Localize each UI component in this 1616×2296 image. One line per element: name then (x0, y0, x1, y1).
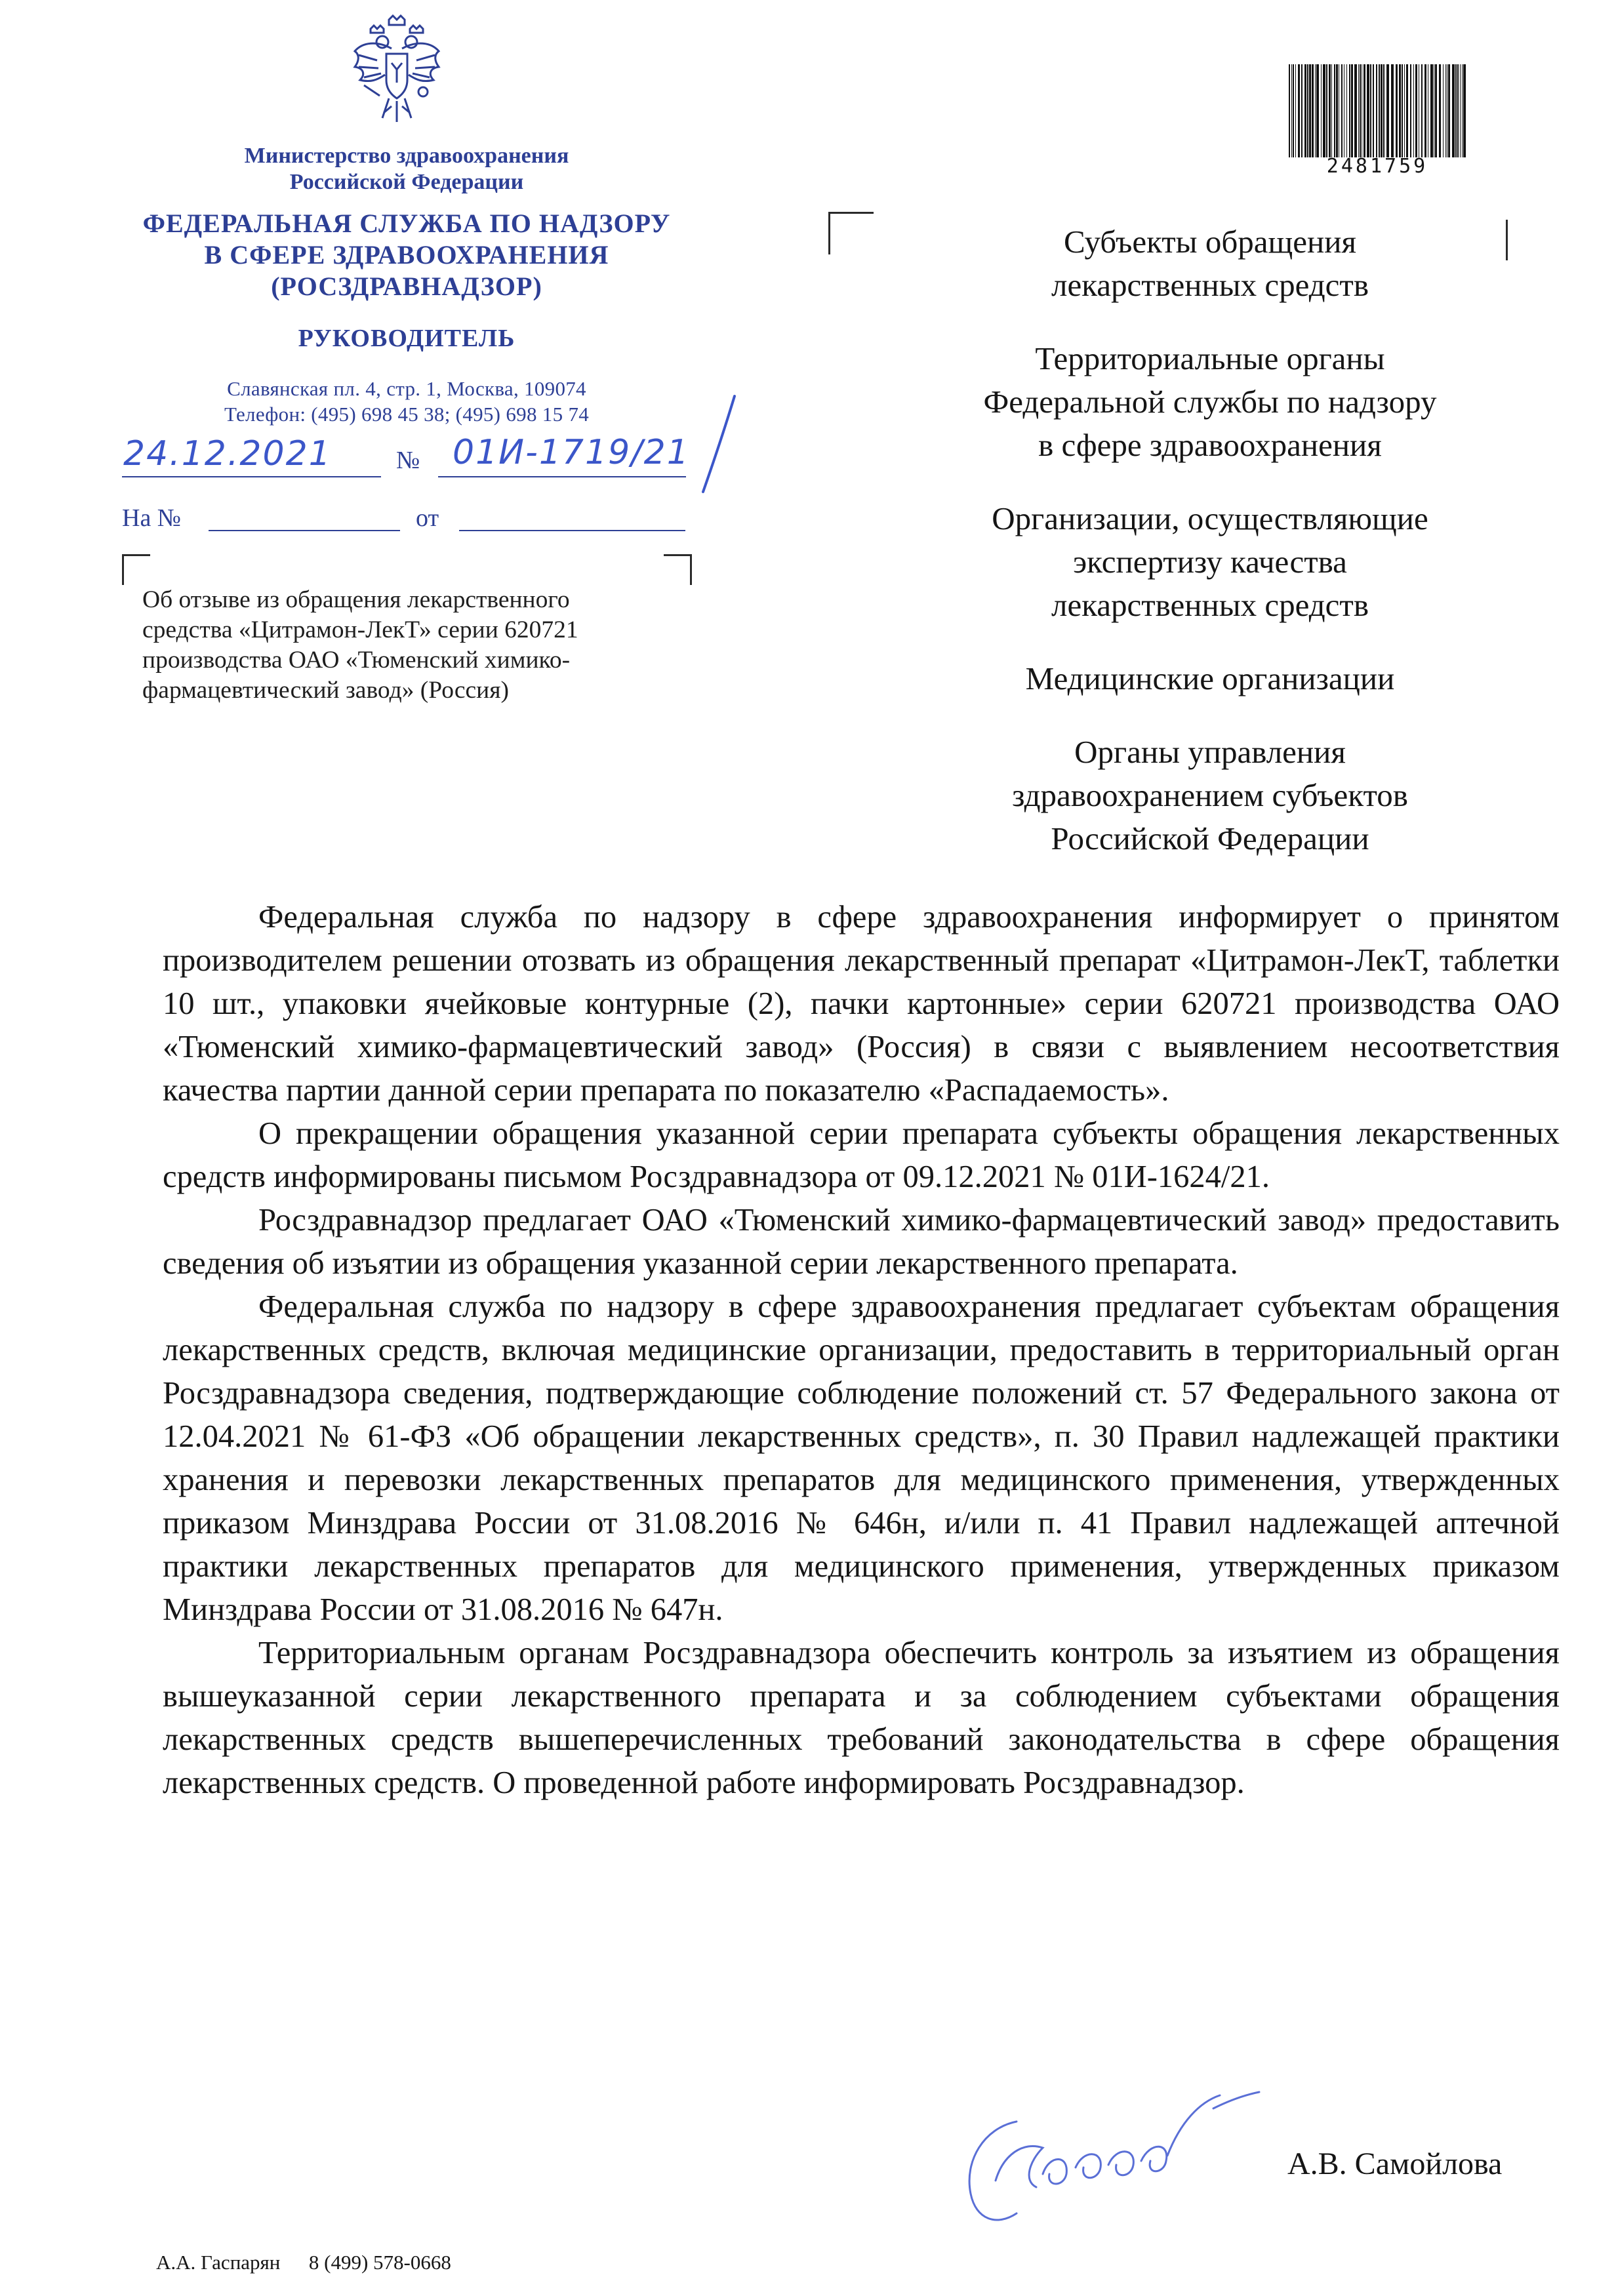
addressee-line: Территориальные органы (1035, 340, 1385, 376)
barcode-bar (1463, 64, 1466, 157)
addressee-line: лекарственных средств (1051, 267, 1369, 303)
subject-bracket-left (122, 554, 150, 585)
barcode-bar (1404, 64, 1405, 157)
barcode-bar (1379, 64, 1380, 157)
addressee-line: Федеральной службы по надзору (983, 384, 1437, 420)
date-underline (122, 476, 381, 477)
addressee-line: экспертизу качества (1073, 544, 1347, 580)
barcode-bar (1309, 64, 1311, 157)
reference-from-label: от (416, 504, 439, 532)
body-paragraph-4: Федеральная служба по надзору в сфере здравоохранения предлагает субъектам обращения лекарственных средств, включая медицинские организации, предоставить в территориальный орган Росздравнадзора сведения, подтверждающие соблюдение положений ст. 57 Федерального закона от 12.04.2021 № 61-ФЗ «Об обращении лекарственных средств», п. 30 Правил надлежащей практики хранения и перевозки лекарственных препаратов для медицинского применения, утвержденных приказом Минздрава России от 31.08.2016 № 646н, и/или п. 41 Правил надлежащей аптечной практики лекарственных препаратов для медицинского применения, утвержденных приказом Минздрава России от 31.08.2016 № 647н. (163, 1289, 1560, 1627)
letter-subject (142, 585, 719, 706)
barcode-bar (1399, 64, 1401, 157)
addressee-line: лекарственных средств (1051, 587, 1369, 623)
barcode-bar (1381, 64, 1383, 157)
barcode-bar (1336, 64, 1338, 157)
barcode-bar (1354, 64, 1357, 157)
barcode-graphic (1289, 64, 1466, 157)
barcode-bar (1298, 64, 1300, 157)
body-paragraph-5: Территориальным органам Росздравнадзора обеспечить контроль за изъятием из обращения вышеуказанной серии лекарственного препарата и за соблюдением субъектами обращения лекарственных средств вышеперечисленных требований законодательства в сфере обращения лекарственных средств. О проведенной работе информировать Росздравнадзор. (163, 1636, 1560, 1800)
registration-date: 24.12.2021 (123, 434, 332, 473)
barcode-bar (1455, 64, 1457, 157)
addressee-line: в сфере здравоохранения (1038, 427, 1382, 463)
barcode-bar (1351, 64, 1353, 157)
barcode-bar (1293, 64, 1294, 157)
body-paragraph-2: О прекращении обращения указанной серии препарата субъекты обращения лекарственных средств информированы письмом Росздравнадзора от 09.12.2021 № 01И-1624/21. (163, 1116, 1560, 1194)
letter-body (163, 896, 1560, 1805)
barcode-bar (1367, 64, 1369, 157)
barcode-bar (1323, 64, 1325, 157)
executor-name: А.А. Гаспарян (156, 2251, 281, 2274)
barcode-bar (1373, 64, 1374, 157)
barcode-number: 2481759 (1326, 155, 1428, 178)
barcode-bar (1439, 64, 1441, 157)
subject-bracket-right (664, 554, 692, 585)
addressee-line: Органы управления (1074, 734, 1346, 770)
barcode-bar (1312, 64, 1314, 157)
barcode-bar (1386, 64, 1389, 157)
addressee-line: Субъекты обращения (1063, 224, 1356, 260)
addressee-line: здравоохранением субъектов (1012, 777, 1408, 813)
addressee-2 (879, 337, 1541, 467)
barcode-bar (1295, 64, 1296, 157)
service-name-line2: В СФЕРЕ ЗДРАВООХРАНЕНИЯ (204, 240, 609, 270)
coat-of-arms-emblem-icon (351, 14, 443, 126)
barcode-bar (1457, 64, 1459, 157)
position-title: РУКОВОДИТЕЛЬ (298, 325, 515, 352)
number-slash-stroke (689, 393, 754, 498)
barcode-bar (1435, 64, 1437, 157)
barcode-bar (1430, 64, 1433, 157)
handwritten-signature (944, 2082, 1272, 2240)
barcode-bar (1331, 64, 1332, 157)
addressee-line: Организации, осуществляющие (992, 500, 1428, 536)
body-paragraph-3: Росздравнадзор предлагает ОАО «Тюменский химико-фармацевтический завод» предоставить сведения об изъятии из обращения указанной серии лекарственного препарата. (163, 1203, 1560, 1281)
barcode-bar (1413, 64, 1414, 157)
reference-date-underline (459, 530, 685, 531)
addressee-list (879, 220, 1541, 891)
barcode-bar (1364, 64, 1365, 157)
barcode-bar (1383, 64, 1384, 157)
barcode-bar (1424, 64, 1426, 157)
addressee-line: Российской Федерации (1051, 820, 1369, 856)
addressee-3 (879, 497, 1541, 627)
subject-line: средства «Цитрамон-ЛекТ» серии 620721 (142, 616, 578, 643)
barcode-bar (1291, 64, 1292, 157)
barcode-bar (1443, 64, 1444, 157)
barcode-bar (1289, 64, 1290, 157)
phone-line: Телефон: (495) 698 45 38; (495) 698 15 74 (224, 403, 590, 426)
barcode-bar (1341, 64, 1343, 157)
barcode-bar (1370, 64, 1371, 157)
barcode-bar (1415, 64, 1417, 157)
address-line: Славянская пл. 4, стр. 1, Москва, 109074 (227, 377, 586, 400)
barcode-bar (1406, 64, 1408, 157)
signer-name: А.В. Самойлова (1287, 2146, 1503, 2181)
barcode-bar (1460, 64, 1461, 157)
barcode-bar (1304, 64, 1306, 157)
addressee-4 (879, 657, 1541, 700)
addressee-1 (879, 220, 1541, 307)
executor-info (156, 2251, 451, 2274)
reference-number-underline (209, 530, 400, 531)
barcode-bar (1360, 64, 1361, 157)
barcode-bar (1391, 64, 1394, 157)
barcode-bar (1452, 64, 1455, 157)
addressee-5 (879, 731, 1541, 860)
barcode-bar (1321, 64, 1322, 157)
ministry-name-line1: Министерство здравоохранения (244, 144, 569, 168)
barcode-bar (1410, 64, 1411, 157)
barcode-bar (1301, 64, 1303, 157)
barcode-bar (1316, 64, 1319, 157)
barcode-bar (1329, 64, 1331, 157)
barcode-bar (1307, 64, 1308, 157)
barcode-bar (1315, 64, 1316, 157)
body-paragraph-1: Федеральная служба по надзору в сфере здравоохранения информирует о принятом производителем решении отозвать из обращения лекарственный препарат «Цитрамон-ЛекТ, таблетки 10 шт., упаковки ячейковые контурные (2), пачки картонные» серии 620721 производства ОАО «Тюменский химико-фармацевтический завод» (Россия) в связи с выявлением несоответствия качества партии данной серии препарата по показателю «Распадаемость». (163, 900, 1560, 1108)
number-underline (438, 476, 686, 477)
barcode-bar (1376, 64, 1377, 157)
number-sign: № (396, 447, 420, 474)
barcode-bar (1326, 64, 1327, 157)
service-name-line1: ФЕДЕРАЛЬНАЯ СЛУЖБА ПО НАДЗОРУ (142, 209, 671, 238)
barcode-bar (1396, 64, 1398, 157)
addressee-bracket-left (828, 212, 874, 254)
barcode-bar (1346, 64, 1347, 157)
barcode-bar (1402, 64, 1403, 157)
barcode-bar (1462, 64, 1463, 157)
barcode-bar (1421, 64, 1423, 157)
service-name-line3: (РОСЗДРАВНАДЗОР) (271, 272, 542, 301)
barcode-bar (1448, 64, 1450, 157)
barcode-bar (1334, 64, 1335, 157)
subject-line: фармацевтический завод» (Россия) (142, 677, 509, 704)
barcode-bar (1445, 64, 1446, 157)
barcode-bar (1349, 64, 1350, 157)
ministry-name-line2: Российской Федерации (289, 170, 524, 194)
registration-number: 01И-1719/21 (453, 433, 690, 472)
subject-line: Об отзыве из обращения лекарственного (142, 586, 570, 613)
barcode-bar (1358, 64, 1359, 157)
reference-number-label: На № (122, 504, 182, 532)
executor-phone: 8 (499) 578-0668 (308, 2251, 451, 2274)
subject-line: производства ОАО «Тюменский химико- (142, 647, 571, 674)
addressee-line: Медицинские организации (1025, 660, 1395, 696)
